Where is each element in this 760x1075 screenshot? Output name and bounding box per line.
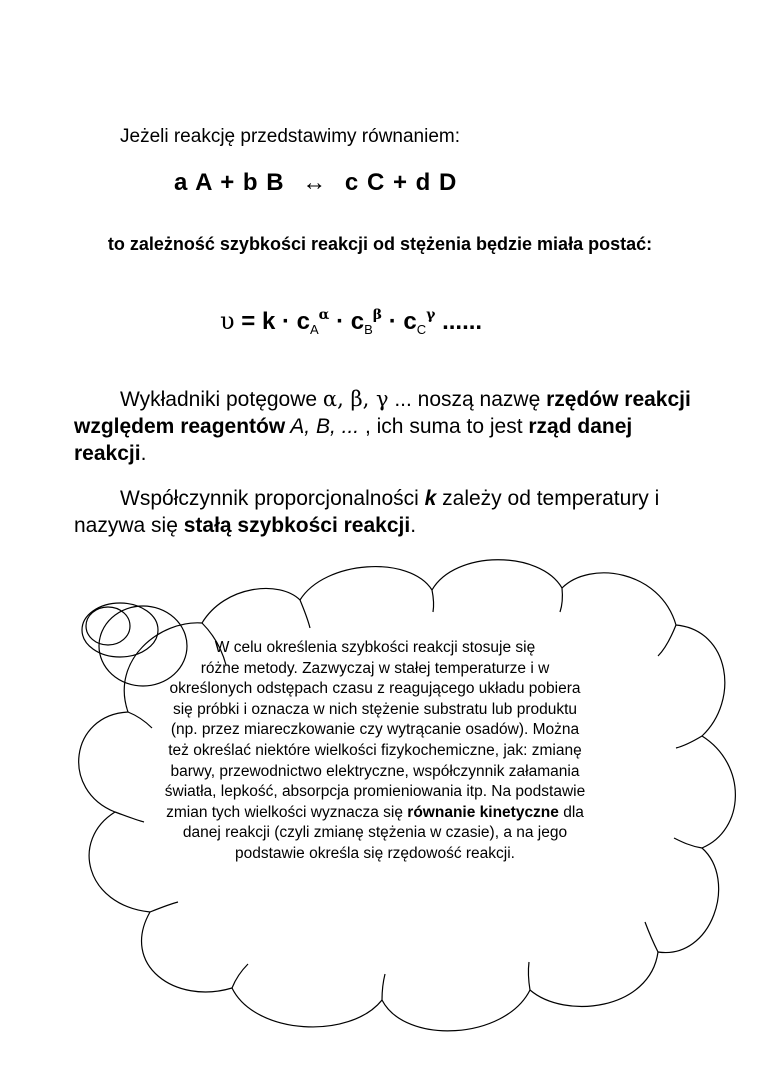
exponent-gamma: γ [426, 307, 436, 323]
cloud-text-1: różne metody. Zazwyczaj w stałej temperaturze i w określonych odstępach czasu z reagującego układu pobiera się próbki i oznacza w nich stężenie substratu lub produktu (np. przez miareczkowanie czy wytrącanie osadów). Można też określać niektóre wielkości fizykochemiczne, jak: zmianę barwy, przewodnictwo elektryczne, współczynnik załamania światła, lepkość, absorpcja promieniowania itp. Na podstawie zmian tych wielkości wyznacza się [164, 659, 586, 821]
subscript-a: A [309, 322, 319, 337]
p1-reagents: A, B, ... [285, 415, 360, 438]
subscript-b: B [364, 322, 373, 337]
cloud-text-2: dla danej reakcji (czyli zmianę stężenia w czasie), a na jego podstawie określa się rzędowość reakcji. [182, 803, 584, 862]
cloud-text [163, 638, 587, 865]
p2-term-rate-constant: stałą szybkości reakcji [183, 514, 411, 537]
p1-text-3: , ich suma to jest [359, 415, 529, 438]
exponent-alpha: α [318, 307, 330, 323]
p1-end: . [140, 442, 147, 465]
rate-law-dot-2: · c [382, 308, 417, 335]
p1-text-2: ... noszą nazwę [388, 388, 547, 411]
rate-law-dot-1: · c [329, 308, 365, 335]
p2-text-2: zależy od temperatury i nazywa się [74, 487, 660, 537]
dependence-statement: to zależność szybkości reakcji od stężenia będzie miała postać: [107, 234, 653, 254]
cloud-body [163, 659, 587, 865]
rate-law-eq: = k · c [234, 308, 310, 335]
p2-symbol-k: k [424, 487, 437, 510]
p1-greek-exponents: α, β, γ [322, 387, 389, 411]
intro-text: Jeżeli reakcję przedstawimy równaniem: [120, 126, 461, 147]
equilibrium-arrow-icon: ↔ [302, 169, 327, 196]
cloud-first-line: W celu określenia szybkości reakcji stosuje się [214, 639, 536, 656]
p2-text-1: Współczynnik proporcjonalności [120, 487, 425, 510]
p1-term-overall-order: rząd danej reakcji [74, 415, 633, 465]
subscript-c: C [416, 322, 427, 337]
equation-products: c C + d D [344, 169, 457, 196]
p1-term-partial-orders: rzędów reakcji względem reagentów [74, 388, 691, 438]
equation-reactants: a A + b B [174, 169, 284, 196]
rate-symbol: υ [220, 307, 235, 335]
p2-end: . [410, 514, 417, 537]
exponent-beta: β [372, 307, 383, 323]
p1-text-1: Wykładniki potęgowe [120, 388, 323, 411]
cloud-term-kinetic-equation: równanie kinetyczne [407, 803, 559, 821]
rate-law-tail: ...... [435, 308, 483, 335]
